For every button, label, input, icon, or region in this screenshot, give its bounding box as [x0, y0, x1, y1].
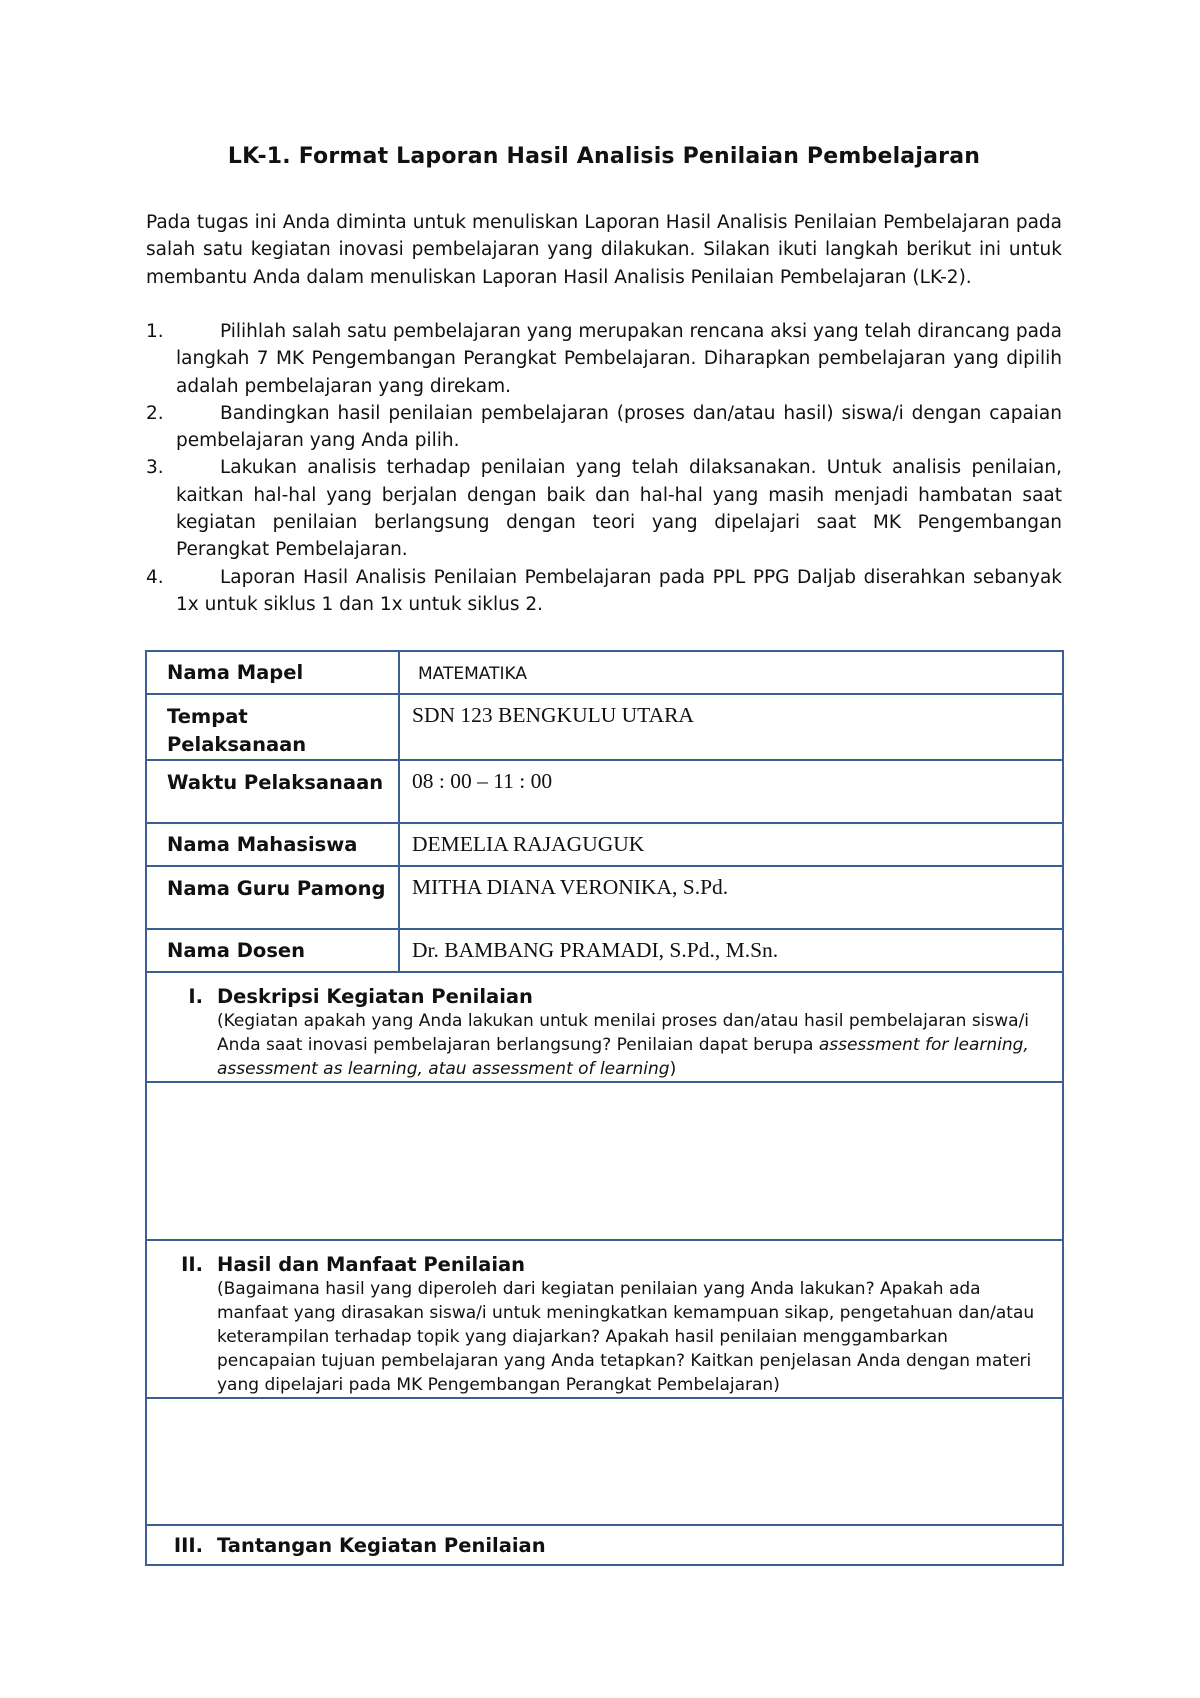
section-note: (Bagaimana hasil yang diperoleh dari kegiatan penilaian yang Anda lakukan? Apakah ada manfaat yang dirasakan siswa/i untuk meningkatkan kemampuan sikap, pengetahuan dan/atau keterampilan terhadap topik yang diajarkan? Apakah hasil penilaian menggambarkan pencapaian tujuan pembelajaran yang Anda tetapkan? Kaitkan penjelasan Anda dengan materi yang dipelajari pada MK Pengembangan Perangkat Pembelajaran) [217, 1279, 1035, 1395]
form-row-mahasiswa [146, 823, 1063, 866]
instruction-list [146, 318, 1062, 618]
instruction-text: Laporan Hasil Analisis Penilaian Pembelajaran pada PPL PPG Daljab diserahkan sebanyak 1x untuk siklus 1 dan 1x untuk siklus 2. [176, 566, 1062, 615]
form-label: Nama Mapel [146, 651, 399, 694]
instruction-number: 2. [146, 402, 164, 424]
section-answer-row [146, 1082, 1063, 1240]
instruction-number: 1. [146, 321, 164, 342]
form-row-mapel [146, 651, 1063, 694]
section-deskripsi [146, 972, 1063, 1082]
form-value-dosen[interactable]: Dr. BAMBANG PRAMADI, S.Pd., M.Sn. [399, 929, 1063, 972]
form-label: Nama Dosen [146, 929, 399, 972]
section-number: II. [181, 1253, 203, 1276]
instruction-text: Pilihlah salah satu pembelajaran yang merupakan rencana aksi yang telah dirancang pada langkah 7 MK Pengembangan Perangkat Pembelajaran. Diharapkan pembelajaran yang dipilih adalah pembelajaran yang direkam. [176, 321, 1062, 397]
section-number: III. [173, 1534, 203, 1557]
section-answer-row [146, 1398, 1063, 1525]
intro-paragraph: Pada tugas ini Anda diminta untuk menuliskan Laporan Hasil Analisis Penilaian Pembelajaran pada salah satu kegiatan inovasi pembelajaran yang dilakukan. Silakan ikuti langkah berikut ini untuk membantu Anda dalam menuliskan Laporan Hasil Analisis Penilaian Pembelajaran (LK-2). [146, 212, 1062, 288]
form-value-waktu[interactable]: 08 : 00 – 11 : 00 [399, 760, 1063, 823]
section-heading: Deskripsi Kegiatan Penilaian [217, 985, 533, 1008]
section-note: (Kegiatan apakah yang Anda lakukan untuk menilai proses dan/atau hasil pembelajaran siswa/i Anda saat inovasi pembelajaran berlangsung? Penilaian dapat berupa assessment for learning, assessment as learning, atau assessment of learning) [217, 1011, 1030, 1079]
section-heading: Hasil dan Manfaat Penilaian [217, 1253, 526, 1276]
answer-area-deskripsi[interactable] [146, 1082, 1063, 1240]
section-tantangan [146, 1525, 1063, 1565]
report-form-table [145, 650, 1064, 1566]
form-value-guru-pamong[interactable]: MITHA DIANA VERONIKA, S.Pd. [399, 866, 1063, 929]
form-row-waktu [146, 760, 1063, 823]
instruction-text: Lakukan analisis terhadap penilaian yang telah dilaksanakan. Untuk analisis penilaian, kaitkan hal-hal yang berjalan dengan baik dan hal-hal yang masih menjadi hambatan saat kegiatan penilaian berlangsung dengan teori yang dipelajari saat MK Pengembangan Perangkat Pembelajaran. [176, 457, 1062, 561]
form-row-guru-pamong [146, 866, 1063, 929]
form-row-dosen [146, 929, 1063, 972]
section-heading: Tantangan Kegiatan Penilaian [217, 1534, 546, 1557]
section-number: I. [188, 985, 203, 1008]
instruction-item [146, 318, 1062, 400]
instruction-number: 4. [146, 566, 164, 588]
section-header-row [146, 1240, 1063, 1398]
instruction-item [146, 400, 1062, 455]
instruction-item [146, 564, 1062, 619]
document-title: LK-1. Format Laporan Hasil Analisis Penilaian Pembelajaran [227, 144, 981, 169]
form-value-mahasiswa[interactable]: DEMELIA RAJAGUGUK [399, 823, 1063, 866]
instruction-number: 3. [146, 457, 164, 479]
form-value-tempat[interactable]: SDN 123 BENGKULU UTARA [399, 694, 1063, 760]
form-label: Waktu Pelaksanaan [146, 760, 399, 823]
section-header-row [146, 1525, 1063, 1565]
form-label: Nama Mahasiswa [146, 823, 399, 866]
answer-area-hasil[interactable] [146, 1398, 1063, 1525]
instruction-text: Bandingkan hasil penilaian pembelajaran (proses dan/atau hasil) siswa/i dengan capaian pembelajaran yang Anda pilih. [176, 402, 1062, 452]
form-label: Nama Guru Pamong [146, 866, 399, 929]
form-row-tempat [146, 694, 1063, 760]
section-hasil-manfaat [146, 1240, 1063, 1398]
form-label: Tempat Pelaksanaan [146, 694, 399, 760]
section-header-row [146, 972, 1063, 1082]
instruction-item [146, 454, 1062, 563]
form-value-mapel[interactable]: MATEMATIKA [399, 651, 1063, 694]
